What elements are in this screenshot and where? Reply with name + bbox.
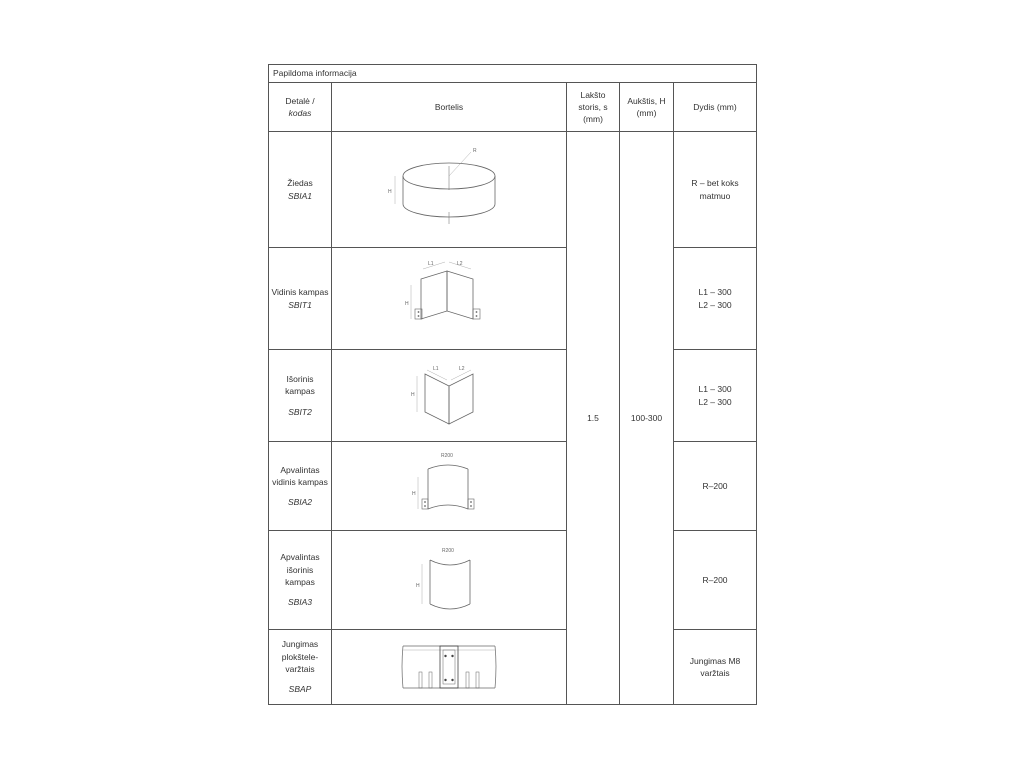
part-name-cell: Išorinis kampas SBIT2 [269, 350, 332, 442]
l2-label: L2 [457, 260, 463, 267]
plate-bolt-joint-drawing [332, 630, 567, 705]
radius-label: R [473, 147, 477, 154]
header-size: Dydis (mm) [674, 83, 757, 132]
table-row [269, 630, 757, 705]
radius-label: R200 [442, 548, 454, 554]
thickness-value: 1.5 [567, 132, 620, 705]
size-cell: L1 – 300 L2 – 300 [674, 350, 757, 442]
size-cell: Jungimas M8 varžtais [674, 630, 757, 705]
rounded-inner-corner-drawing [332, 442, 567, 531]
size-cell: R–200 [674, 531, 757, 630]
l1-label: L1 [428, 260, 434, 267]
header-thickness: Lakšto storis, s (mm) [567, 83, 620, 132]
l1-label: L1 [433, 365, 439, 372]
header-drawing: Bortelis [332, 83, 567, 132]
height-label: H [411, 391, 415, 398]
outer-corner-drawing [332, 350, 567, 442]
size-cell: R – bet koks matmuo [674, 132, 757, 248]
size-cell: L1 – 300 L2 – 300 [674, 248, 757, 350]
part-name-cell: Žiedas SBIA1 [269, 132, 332, 248]
table-row [269, 248, 757, 350]
part-name-cell: Apvalintas išorinis kampas SBIA3 [269, 531, 332, 630]
radius-label: R200 [441, 453, 453, 459]
specification-table [268, 64, 757, 705]
ring-drawing-svg [379, 140, 519, 240]
rounded-outer-corner-drawing [332, 531, 567, 630]
header-code: Detalė / kodas [269, 83, 332, 132]
rounded-inner-corner-svg [404, 447, 494, 525]
table-row [269, 132, 757, 248]
height-value: 100-300 [620, 132, 674, 705]
inner-corner-drawing [332, 248, 567, 350]
part-name-cell: Apvalintas vidinis kampas SBIA2 [269, 442, 332, 531]
plate-bolt-joint-svg [399, 636, 499, 698]
header-height: Aukštis, H (mm) [620, 83, 674, 132]
size-cell: R–200 [674, 442, 757, 531]
height-label: H [416, 583, 420, 589]
height-label: H [388, 188, 392, 195]
height-label: H [405, 300, 409, 307]
table-row [269, 531, 757, 630]
height-label: H [412, 491, 416, 497]
rounded-outer-corner-svg [404, 540, 494, 620]
table-row [269, 442, 757, 531]
outer-corner-svg [399, 358, 499, 434]
table-title: Papildoma informacija [269, 65, 757, 83]
part-name-cell: Jungimas plokštele- varžtais SBAP [269, 630, 332, 705]
table-row [269, 350, 757, 442]
l2-label: L2 [459, 365, 465, 372]
header-row [269, 83, 757, 132]
ring-drawing [332, 132, 567, 248]
inner-corner-svg [399, 257, 499, 341]
part-name-cell: Vidinis kampas SBIT1 [269, 248, 332, 350]
